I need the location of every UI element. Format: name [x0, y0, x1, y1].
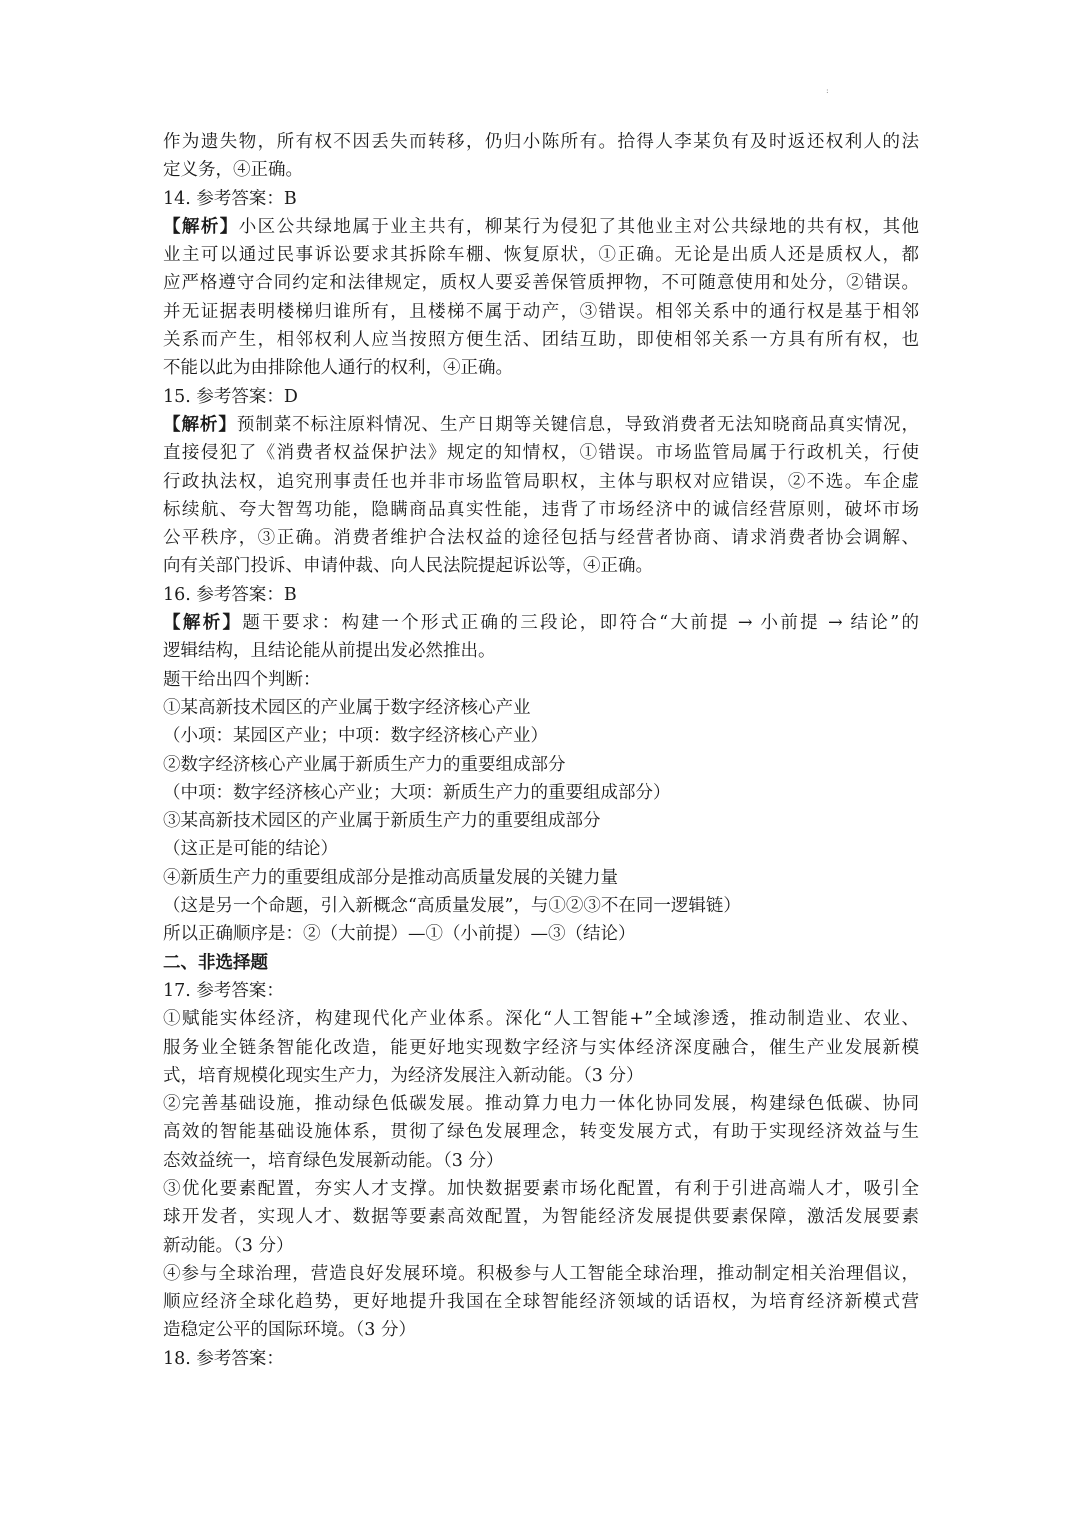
text-line: [163, 1062, 919, 1090]
text-line: [163, 1288, 919, 1316]
line-text: 并无证据表明楼梯归谁所有，且楼梯不属于动产，③错误。相邻关系中的通行权是基于相邻: [163, 301, 919, 322]
text-line: [163, 1175, 919, 1203]
line-text: （这正是可能的结论）: [163, 839, 338, 860]
line-text: 题干要求：构建一个形式正确的三段论，即符合“大前提 → 小前提 → 结论”的: [242, 613, 919, 634]
line-text: 预制菜不标注原料情况、生产日期等关键信息，导致消费者无法知晓商品真实情况，: [236, 414, 919, 435]
line-text: 高效的智能基础设施体系，贯彻了绿色发展理念，转变发展方式，有助于实现经济效益与生: [163, 1122, 919, 1143]
text-line: [163, 581, 919, 609]
analysis-tag: 【解析】: [163, 414, 237, 435]
line-text: 行政执法权，追究刑事责任也并非市场监管局职权，主体与职权对应错误，②不选。车企虚: [163, 471, 919, 492]
text-line: [163, 807, 919, 835]
line-text: 应严格遵守合同约定和法律规定，质权人要妥善保管质押物，不可随意使用和处分，②错误。: [163, 273, 919, 294]
text-line: [163, 156, 919, 184]
line-text: ①赋能实体经济，构建现代化产业体系。深化“人工智能+”全域渗透，推动制造业、农业、: [163, 1009, 919, 1030]
line-text: 小区公共绿地属于业主共有，柳某行为侵犯了其他业主对公共绿地的共有权，其他: [238, 216, 919, 237]
line-text: 向有关部门投诉、申请仲裁、向人民法院提起诉讼等，④正确。: [163, 556, 653, 577]
line-text: 直接侵犯了《消费者权益保护法》规定的知情权，①错误。市场监管局属于行政机关，行使: [163, 443, 919, 464]
line-text: 15. 参考答案：D: [163, 386, 298, 407]
analysis-tag: 【解析】: [163, 216, 239, 237]
text-line: [163, 552, 919, 580]
text-line: [163, 920, 919, 948]
line-text: 不能以此为由排除他人通行的权利，④正确。: [163, 358, 513, 379]
line-text: 顺应经济全球化趋势，更好地提升我国在全球智能经济领域的话语权，为培育经济新模式营: [163, 1292, 919, 1313]
text-line: [163, 1316, 919, 1344]
line-text: 二、非选择题: [163, 952, 268, 973]
text-line: [163, 835, 919, 863]
line-text: 14. 参考答案：B: [163, 188, 297, 209]
line-text: 式，培育规模化现实生产力，为经济发展注入新动能。（3 分）: [163, 1065, 644, 1086]
text-line: [163, 779, 919, 807]
text-line: [163, 666, 919, 694]
text-line: [163, 185, 919, 213]
text-line: [163, 977, 919, 1005]
line-text: 关系而产生，相邻权利人应当按照方便生活、团结互助，即使相邻关系一方具有所有权，也: [163, 330, 919, 351]
section-heading: [163, 949, 919, 977]
line-text: 标续航、夸大智驾功能，隐瞒商品真实性能，违背了市场经济中的诚信经营原则，破坏市场: [163, 499, 919, 520]
text-line: [163, 609, 919, 637]
line-text: ②数字经济核心产业属于新质生产力的重要组成部分: [163, 754, 566, 775]
text-line: [163, 637, 919, 665]
text-line: [163, 439, 919, 467]
line-text: 作为遗失物，所有权不因丢失而转移，仍归小陈所有。拾得人李某负有及时返还权利人的法: [163, 132, 919, 152]
line-text: 逻辑结构，且结论能从前提出发必然推出。: [163, 641, 496, 662]
text-line: [163, 892, 919, 920]
text-line: [163, 1090, 919, 1118]
line-text: ①某高新技术园区的产业属于数字经济核心产业: [163, 697, 531, 718]
line-text: （这是另一个命题，引入新概念“高质量发展”，与①②③不在同一逻辑链）: [163, 896, 741, 917]
text-line: [163, 496, 919, 524]
text-line: [163, 269, 919, 297]
text-line: [163, 468, 919, 496]
text-line: [163, 864, 919, 892]
line-text: ③优化要素配置，夯实人才支撑。加快数据要素市场化配置，有利于引进高端人才，吸引全: [163, 1178, 919, 1199]
text-line: [163, 524, 919, 552]
document-body: [163, 128, 919, 1373]
text-line: [163, 354, 919, 382]
line-text: 所以正确顺序是：②（大前提）—①（小前提）—③（结论）: [163, 924, 636, 945]
line-text: 态效益统一，培育绿色发展新动能。（3 分）: [163, 1150, 504, 1171]
line-text: 公平秩序，③正确。消费者维护合法权益的途径包括与经营者协商、请求消费者协会调解、: [163, 528, 919, 549]
line-text: 业主可以通过民事诉讼要求其拆除车棚、恢复原状，①正确。无论是出质人还是质权人，都: [163, 245, 919, 266]
line-text: （中项：数字经济核心产业；大项：新质生产力的重要组成部分）: [163, 782, 671, 803]
text-line: [163, 694, 919, 722]
line-text: 定义务，④正确。: [163, 160, 303, 181]
text-line: [163, 1345, 919, 1373]
analysis-tag: 【解析】: [163, 613, 243, 634]
line-text: ②完善基础设施，推动绿色低碳发展。推动算力电力一体化协同发展，构建绿色低碳、协同: [163, 1094, 919, 1115]
text-line: [163, 128, 919, 156]
line-text: ③某高新技术园区的产业属于新质生产力的重要组成部分: [163, 811, 601, 832]
corner-mark: :: [826, 86, 829, 95]
text-line: [163, 751, 919, 779]
line-text: 造稳定公平的国际环境。（3 分）: [163, 1320, 416, 1341]
line-text: 新动能。（3 分）: [163, 1235, 294, 1256]
line-text: 18. 参考答案：: [163, 1348, 284, 1369]
line-text: ④参与全球治理，营造良好发展环境。积极参与人工智能全球治理，推动制定相关治理倡议，: [163, 1263, 919, 1284]
text-line: [163, 411, 919, 439]
text-line: [163, 1260, 919, 1288]
text-line: [163, 722, 919, 750]
line-text: ④新质生产力的重要组成部分是推动高质量发展的关键力量: [163, 867, 618, 888]
text-line: [163, 241, 919, 269]
line-text: 球开发者，实现人才、数据等要素高效配置，为智能经济发展提供要素保障，激活发展要素: [163, 1207, 919, 1228]
text-line: [163, 326, 919, 354]
text-line: [163, 1203, 919, 1231]
line-text: 17. 参考答案：: [163, 980, 284, 1001]
line-text: （小项：某园区产业；中项：数字经济核心产业）: [163, 726, 548, 747]
text-line: [163, 383, 919, 411]
line-text: 服务业全链条智能化改造，能更好地实现数字经济与实体经济深度融合，催生产业发展新模: [163, 1037, 919, 1058]
text-line: [163, 1118, 919, 1146]
text-line: [163, 1034, 919, 1062]
text-line: [163, 298, 919, 326]
text-line: [163, 1232, 919, 1260]
line-text: 16. 参考答案：B: [163, 584, 297, 605]
line-text: 题干给出四个判断：: [163, 669, 321, 690]
text-line: [163, 1147, 919, 1175]
text-line: [163, 1005, 919, 1033]
text-line: [163, 213, 919, 241]
